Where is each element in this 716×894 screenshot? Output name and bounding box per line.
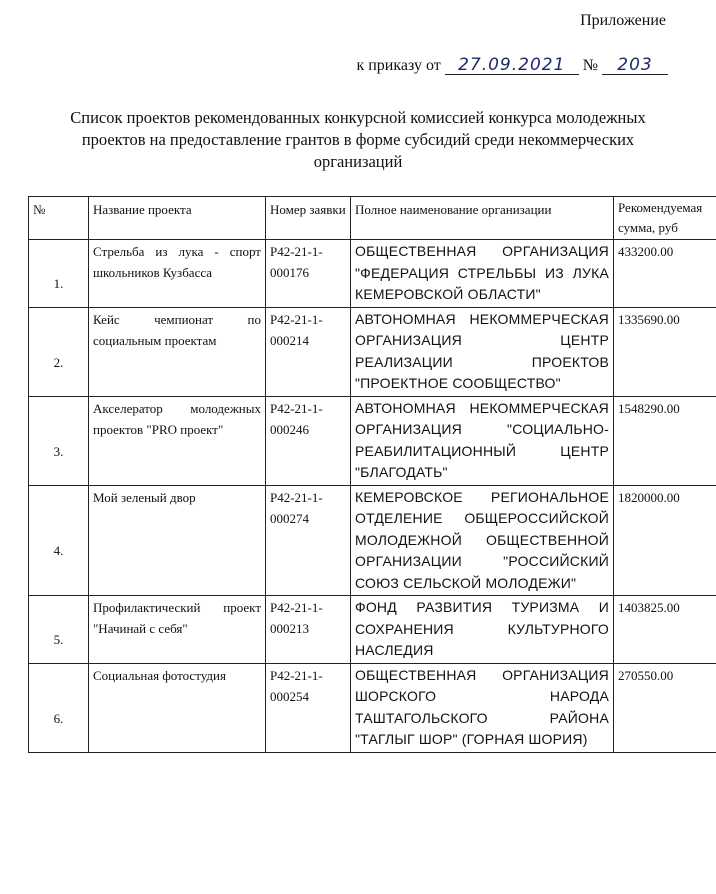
organization-name: ОБЩЕСТВЕННАЯ ОРГАНИЗАЦИЯ ШОРСКОГО НАРОДА ТАШТАГОЛЬСКОГО РАЙОНА "ТАГЛЫГ ШОР" (ГОРНАЯ ШОРИЯ) [351, 663, 614, 752]
grant-sum: 1335690.00 [614, 307, 716, 396]
table-row [29, 240, 716, 308]
project-name: Стрельба из лука - спорт школьников Кузбасса [89, 240, 266, 308]
table-row [29, 663, 716, 752]
row-number: 4. [29, 485, 89, 596]
organization-name: АВТОНОМНАЯ НЕКОММЕРЧЕСКАЯ ОРГАНИЗАЦИЯ "СОЦИАЛЬНО-РЕАБИЛИТАЦИОННЫЙ ЦЕНТР "БЛАГОДАТЬ" [351, 396, 614, 485]
application-number: Р42-21-1-000176 [266, 240, 351, 308]
order-prefix: к приказу от [356, 57, 441, 74]
table-row [29, 307, 716, 396]
col-header-number: № [29, 197, 89, 240]
appendix-label: Приложение [580, 12, 666, 29]
application-number: Р42-21-1-000254 [266, 663, 351, 752]
order-number: 203 [602, 56, 668, 75]
table-row [29, 396, 716, 485]
project-name: Акселератор молодежных проектов "PRO проект" [89, 396, 266, 485]
project-name: Профилактический проект "Начинай с себя" [89, 596, 266, 664]
grant-sum: 433200.00 [614, 240, 716, 308]
col-header-sum: Рекомендуемая сумма, руб [614, 197, 716, 240]
table-row [29, 596, 716, 664]
document-title: Список проектов рекомендованных конкурсной комиссией конкурса молодежных проектов на предоставление грантов в форме субсидий среди некоммерческих организаций [70, 108, 646, 171]
grant-sum: 1820000.00 [614, 485, 716, 596]
row-number: 6. [29, 663, 89, 752]
project-name: Кейс чемпионат по социальным проектам [89, 307, 266, 396]
row-number: 3. [29, 396, 89, 485]
col-header-project: Название проекта [89, 197, 266, 240]
organization-name: КЕМЕРОВСКОЕ РЕГИОНАЛЬНОЕ ОТДЕЛЕНИЕ ОБЩЕРОССИЙСКОЙ МОЛОДЕЖНОЙ ОБЩЕСТВЕННОЙ ОРГАНИЗАЦИИ "РОССИЙСКИЙ СОЮЗ СЕЛЬСКОЙ МОЛОДЕЖИ" [351, 485, 614, 596]
order-date: 27.09.2021 [445, 56, 579, 75]
organization-name: АВТОНОМНАЯ НЕКОММЕРЧЕСКАЯ ОРГАНИЗАЦИЯ ЦЕНТР РЕАЛИЗАЦИИ ПРОЕКТОВ "ПРОЕКТНОЕ СООБЩЕСТВО" [351, 307, 614, 396]
grant-sum: 1548290.00 [614, 396, 716, 485]
col-header-application: Номер заявки [266, 197, 351, 240]
grant-sum: 1403825.00 [614, 596, 716, 664]
application-number: Р42-21-1-000274 [266, 485, 351, 596]
number-sign: № [582, 57, 598, 74]
application-number: Р42-21-1-000213 [266, 596, 351, 664]
project-name: Мой зеленый двор [89, 485, 266, 596]
project-name: Социальная фотостудия [89, 663, 266, 752]
row-number: 1. [29, 240, 89, 308]
table-header-row [29, 197, 716, 240]
grant-sum: 270550.00 [614, 663, 716, 752]
projects-table [28, 196, 716, 753]
row-number: 5. [29, 596, 89, 664]
order-line [356, 56, 668, 75]
application-number: Р42-21-1-000246 [266, 396, 351, 485]
organization-name: ФОНД РАЗВИТИЯ ТУРИЗМА И СОХРАНЕНИЯ КУЛЬТУРНОГО НАСЛЕДИЯ [351, 596, 614, 664]
application-number: Р42-21-1-000214 [266, 307, 351, 396]
col-header-organization: Полное наименование организации [351, 197, 614, 240]
organization-name: ОБЩЕСТВЕННАЯ ОРГАНИЗАЦИЯ "ФЕДЕРАЦИЯ СТРЕЛЬБЫ ИЗ ЛУКА КЕМЕРОВСКОЙ ОБЛАСТИ" [351, 240, 614, 308]
row-number: 2. [29, 307, 89, 396]
table-row [29, 485, 716, 596]
